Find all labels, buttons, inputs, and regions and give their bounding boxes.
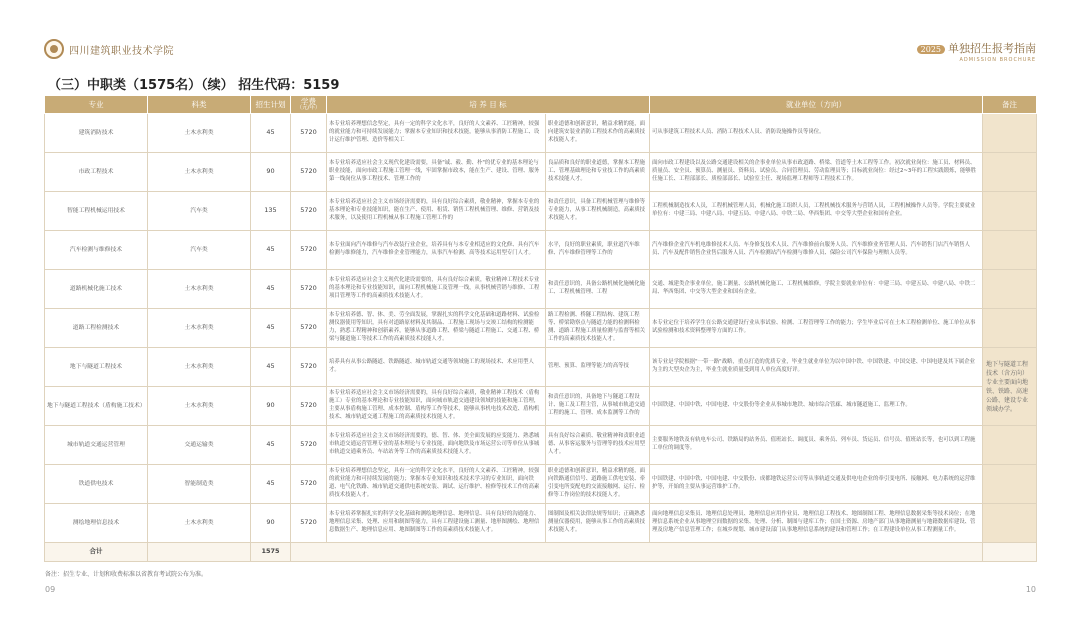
col-remarks: 备注	[983, 96, 1037, 114]
major-cell: 地下与隧道工程技术（盾构施工技术）	[45, 387, 148, 426]
category-cell: 土木水利类	[148, 348, 251, 387]
table-row	[45, 153, 1037, 192]
remarks-cell	[983, 309, 1037, 348]
major-cell: 智能工程机械运用技术	[45, 192, 148, 231]
school-name: 四川建筑职业技术学院	[69, 45, 174, 57]
employment-cell: 该专业是学院根据"一带一路"战略，重点打造的优质专业，毕业生就业单位为以中国中铁、中国铁建、中国交建、中国电建及其下属企业为主的大型央企为主，毕业生就业质量受到用人单位高度好评。	[650, 348, 983, 387]
goal-detail-cell: 路工程检测、桥隧工程结构、建筑工程等、桥梁勘察点与隧道力能的检测料检测、道路工程施工质量检测与监督等相关工作的高素质技术技能人才。	[546, 309, 650, 348]
school-emblem-icon	[44, 39, 64, 59]
footnote: 备注：招生专业、计划和收费标准以省教育考试院公布为准。	[45, 571, 208, 578]
col-category: 科类	[148, 96, 251, 114]
employment-cell: 中国铁建、中国中铁、中国电建、中交股份、成都地铁运营公司等从事轨道交通及供电电企业的牵引变电所、接触网、电力系统的运营维护等，开始的主要从事运营维护工作。	[650, 465, 983, 504]
table-row	[45, 387, 1037, 426]
admission-table	[44, 95, 1037, 562]
plan-cell: 45	[251, 309, 291, 348]
brochure-title: 单独招生报考指南	[948, 42, 1036, 55]
table-row	[45, 465, 1037, 504]
plan-cell: 45	[251, 348, 291, 387]
school-logo	[44, 39, 174, 59]
fee-cell: 5720	[291, 426, 327, 465]
plan-cell: 135	[251, 192, 291, 231]
goal-detail-cell: 具有良好综合素质、敬业精神和责职业道德、从事客运服务与管理等的技术应用型人才。	[546, 426, 650, 465]
brochure-subtitle: ADMISSION BROCHURE	[959, 57, 1036, 63]
goal-detail-cell: 和责任意识的，具备地下与隧道工程设计、施工及工程主管，从事城市轨道交通工程的施工、管理、成本监测等工作的	[546, 387, 650, 426]
table-row	[45, 192, 1037, 231]
goal-cell: 培养具有从事公路隧道、铁路隧道、城市轨道交通等领域施工的现场技术、术应用型人才。	[327, 348, 546, 387]
goal-detail-cell: 和责任意识，具备工程机械管理与维修等专业能力，从事工程机械制造，高素质技术技能人才。	[546, 192, 650, 231]
goal-cell: 本专业培养理想信念坚定，具有一定的科学文化水平，良好的人文素养、工匠精神，较强的就业能力和可持续发展能力；掌握本专业知识和技术技能，能够从事消防工程施工、设计运行维护管理、造价等相关工	[327, 114, 546, 153]
plan-cell: 90	[251, 387, 291, 426]
plan-cell: 45	[251, 114, 291, 153]
fee-cell: 5720	[291, 387, 327, 426]
plan-cell: 45	[251, 270, 291, 309]
employment-cell: 主要服务地铁及有轨电车公司、铁路局的站务员、值班站长、调度员、乘务员、列车员、货运员、信号员、值班站长等，也可以到工程施工单位的调度等。	[650, 426, 983, 465]
remarks-cell	[983, 426, 1037, 465]
table-row	[45, 270, 1037, 309]
table-row	[45, 504, 1037, 543]
table-header-row	[45, 96, 1037, 114]
page-title: （三）中职类（1575名）（续） 招生代码：5159	[48, 78, 340, 93]
major-cell: 道路工程检测技术	[45, 309, 148, 348]
table-row	[45, 348, 1037, 387]
plan-cell: 45	[251, 426, 291, 465]
page-number-right: 10	[1025, 585, 1036, 594]
category-cell: 汽车类	[148, 192, 251, 231]
fee-cell: 5720	[291, 270, 327, 309]
fee-cell: 5720	[291, 504, 327, 543]
goal-cell: 本专业培养适应社会主义现代化建设需要的，具有良好综合素质，敬业精神工程技术专业的基本理论和专业技能知识，面向工程机械施工及管理一线，从事机械营销与维修、工程项目管理等工作的高素质技术技能人才。	[327, 270, 546, 309]
remarks-cell	[983, 270, 1037, 309]
goal-cell: 本专业面向汽车维修与汽车改装行业企业，培养具有与本专业相适应的文化修、具有汽车检测与维修能力，汽车维修企业管理能力，从事汽车检测、高等技术运用型专门人才。	[327, 231, 546, 270]
goal-detail-cell: 良品质和良好的职业道德，掌握本工程施工、管理基础理论和专业技工作的高素质技术技能人才。	[546, 153, 650, 192]
employment-cell: 汽车维修企业汽车机电维修技术人员、车身修复技术人员、汽车维修前台服务人员、汽车维修业务管理人员、汽车销售门店汽车销售人员、汽车及配件销售企业售后服务人员、汽车检测站汽车检测与维修人员、保险公司汽车保险与理赔人员等。	[650, 231, 983, 270]
page-header	[0, 0, 1080, 70]
goal-cell: 本专业培养掌握扎实的科学文化基础和测绘地理信息、地理信息、具有良好的沟通能力、地理信息采集、处理、应用和制图等能力，具有工程建设施工测量、地形图测绘、地理信息数据生产、地理信息应用、地图制图等工作的高素质技术技能人才。	[327, 504, 546, 543]
total-row	[45, 543, 1037, 562]
goal-detail-cell: 职业道德和创新意识，精益求精的能，面向铁路通信信号、道路施工供电安装、牵引变电所变配电的交流接触网、运行、检修等工作岗位的技术技能人才。	[546, 465, 650, 504]
category-cell: 土木水利类	[148, 114, 251, 153]
fee-cell: 5720	[291, 153, 327, 192]
goal-detail-cell: 职业道德和创新意识，精益求精的能，面向建筑安装业消防工程技术作的高素质技术技能人才。	[546, 114, 650, 153]
fee-cell: 5720	[291, 114, 327, 153]
table-row	[45, 426, 1037, 465]
plan-cell: 90	[251, 153, 291, 192]
fee-cell: 5720	[291, 309, 327, 348]
table-row	[45, 309, 1037, 348]
remarks-cell	[983, 192, 1037, 231]
goal-cell: 本专业培养德、智、体、美、劳全面发展，掌握扎实的科学文化基础和道路材料、试验检测仪器使用等知识，具有对道路原材料及其制品、工程施工现场与交竣工结构的检测能力，熟悉工程精神和创新素养，能够从事道路工程、桥梁与隧道工程施工、交通工程、桥梁与隧道施工等技术工作的高素质技术技能人才。	[327, 309, 546, 348]
goal-detail-cell: 水平，良好的职业素质，职业道汽车维修、汽车维修管理等工作的	[546, 231, 650, 270]
plan-cell: 45	[251, 231, 291, 270]
goal-detail-cell: 管理、预算、监理等能力的高等技	[546, 348, 650, 387]
category-cell: 土木水利类	[148, 387, 251, 426]
brochure-brand	[917, 40, 1036, 63]
employment-cell: 本专业定位于培养学生在公路交通建设行业从事试验、检测、工程管理等工作的能力；学生毕业后可在土木工程检测单位、施工单位从事试验检测和技术资料整理等方面的工作。	[650, 309, 983, 348]
employment-cell: 交通、城建类企事业单位，施工测量、公路机械化施工、工程机械维修，学院主要就业单位有：中建三局、中建五局、中建八局、中铁二局、华西集团、中交等大型企业和国有企业。	[650, 270, 983, 309]
col-goals: 培 养 目 标	[327, 96, 650, 114]
employment-cell: 工程机械制造技术人员，工程机械管理人员，机械化施工组织人员，工程机械技术服务与营销人员，工程机械操作人员等。学院主要就业单位有：中建三局、中建八局、中建五局、中建八局、中铁二局、华西集团、中交等大型企业和国有企业。	[650, 192, 983, 231]
major-cell: 城市轨道交通运营管理	[45, 426, 148, 465]
total-label: 合计	[45, 543, 148, 562]
employment-cell: 中国铁建、中国中铁、中国电建、中交股份等企业从事城市地铁、城市综合管廊、城市隧道施工、监理工作。	[650, 387, 983, 426]
remarks-cell: 地下与隧道工程技术（含方向）专业主要面向地铁、铁路、高速公路、建设专业领域办学。	[983, 348, 1037, 426]
major-cell: 建筑消防技术	[45, 114, 148, 153]
employment-cell: 面向地理信息采集员、地理信息处理员、地理信息应用作业员、地理信息工程技术、地图制图工程、地理信息数据采集等技术岗位；在地理信息系统企业从事地理空间数据的采集、处理、分析、制图与建库工作；在国土资源、房地产部门从事地籍测量与地籍数据库建设、管理及房地产信息管理工作；在城乡规划、城市建设部门从事地理信息系统的建设和管理工作；在工程建设单位从事工程测量工作。	[650, 504, 983, 543]
total-plan: 1575	[251, 543, 291, 562]
fee-cell: 5720	[291, 348, 327, 387]
major-cell: 地下与隧道工程技术	[45, 348, 148, 387]
goal-cell: 本专业培养理想信念坚定，具有一定的科学文化水平，良好的人文素养、工匠精神，较强的就业能力和可持续发展的能力；掌握本专业知识和技术技术学习的专业知识，面向铁道、电气化铁路、城市轨道交通供电系统安装、调试、运行维护、检修等技术工作的高素质技术技能人才。	[327, 465, 546, 504]
remarks-cell	[983, 153, 1037, 192]
major-cell: 道路机械化施工技术	[45, 270, 148, 309]
goal-detail-cell: 和责任意识的，具备公路机械化施械化施工、工程机械管理、工程	[546, 270, 650, 309]
category-cell: 汽车类	[148, 231, 251, 270]
remarks-cell	[983, 231, 1037, 270]
table-row	[45, 231, 1037, 270]
remarks-cell	[983, 465, 1037, 504]
goal-cell: 本专业培养适应社会主义现代化建设需要，具备"诚、毅、勤、朴"的优专业的基本理论与职业技能，面向市政工程施工管理一线，牢固掌握市政本，能在生产、建设、管理、服务第一线岗位从事工程技术、管理工作的	[327, 153, 546, 192]
goal-cell: 本专业培养适应社会主义市场经济需要的，具有良好综合素质，敬业精神工程技术（盾构施工）专业的基本理论和专业技能知识，面向城市轨道交通建设领域的技能和施工管理，主要从事盾构施工管理、成本控制、盾构等工作等技术，能够从事机电技术改造、盾构机技术、城市轨道交通工程施工的高素质技术技能人才。	[327, 387, 546, 426]
major-cell: 铁道供电技术	[45, 465, 148, 504]
plan-cell: 90	[251, 504, 291, 543]
category-cell: 智能制造类	[148, 465, 251, 504]
major-cell: 汽车检测与维修技术	[45, 231, 148, 270]
page-number-left: 09	[45, 585, 56, 594]
col-major: 专业	[45, 96, 148, 114]
brochure-year: 2025	[917, 45, 945, 54]
fee-cell: 5720	[291, 465, 327, 504]
goal-cell: 本专业培养适应社会主义市场经济需要的，具有良好综合素质，敬业精神，掌握本专业的基本理论和专业技能知识，能在生产、使用、租赁、销售工程机械管理、维修、营销及技术服务，以及使用工程机械从事工程施工管理工作的	[327, 192, 546, 231]
col-fee: 学费 （元/年）	[291, 96, 327, 114]
col-employment: 就业单位（方向）	[650, 96, 983, 114]
remarks-cell	[983, 504, 1037, 543]
major-cell: 市政工程技术	[45, 153, 148, 192]
goal-detail-cell: 图制图及相关法律法规等知识；正确熟悉测量仪器使用，能够从事工作的高素质技术技能人才。	[546, 504, 650, 543]
category-cell: 土木水利类	[148, 270, 251, 309]
fee-cell: 5720	[291, 192, 327, 231]
category-cell: 土木水利类	[148, 309, 251, 348]
col-plan: 招生计划	[251, 96, 291, 114]
category-cell: 土木水利类	[148, 504, 251, 543]
category-cell: 土木水利类	[148, 153, 251, 192]
major-cell: 测绘地理信息技术	[45, 504, 148, 543]
table-row	[45, 114, 1037, 153]
fee-cell: 5720	[291, 231, 327, 270]
goal-cell: 本专业培养适应社会主义市场经济需要的，德、智、体、美全面发展的应变能力、熟悉城市轨道交通运营管理专业的基本理论与专业技能，面向地铁及市场运营公司等单位从事城市轨道交通乘务员、车站站务等工作的高素质技术技能人才。	[327, 426, 546, 465]
employment-cell: 可从事建筑工程技术人员、消防工程技术人员、消防设施操作员等岗位。	[650, 114, 983, 153]
employment-cell: 面向市政工程建设以及公路交通建设相关的企事业单位从事市政道路、桥梁、管道等土木工程等工作。初次就业岗位：施工员、材料员、质量员、安全员、预算员、测量员、资料员、试验员、合同管理员、劳动监理员等；目标就业岗位：经过2~3年的工程实践锻炼，能够胜任施工长、工程部部长、质检部部长、试验室主任、现场监理工程师等工程技术工作。	[650, 153, 983, 192]
category-cell: 交通运输类	[148, 426, 251, 465]
remarks-cell	[983, 114, 1037, 153]
plan-cell: 45	[251, 465, 291, 504]
